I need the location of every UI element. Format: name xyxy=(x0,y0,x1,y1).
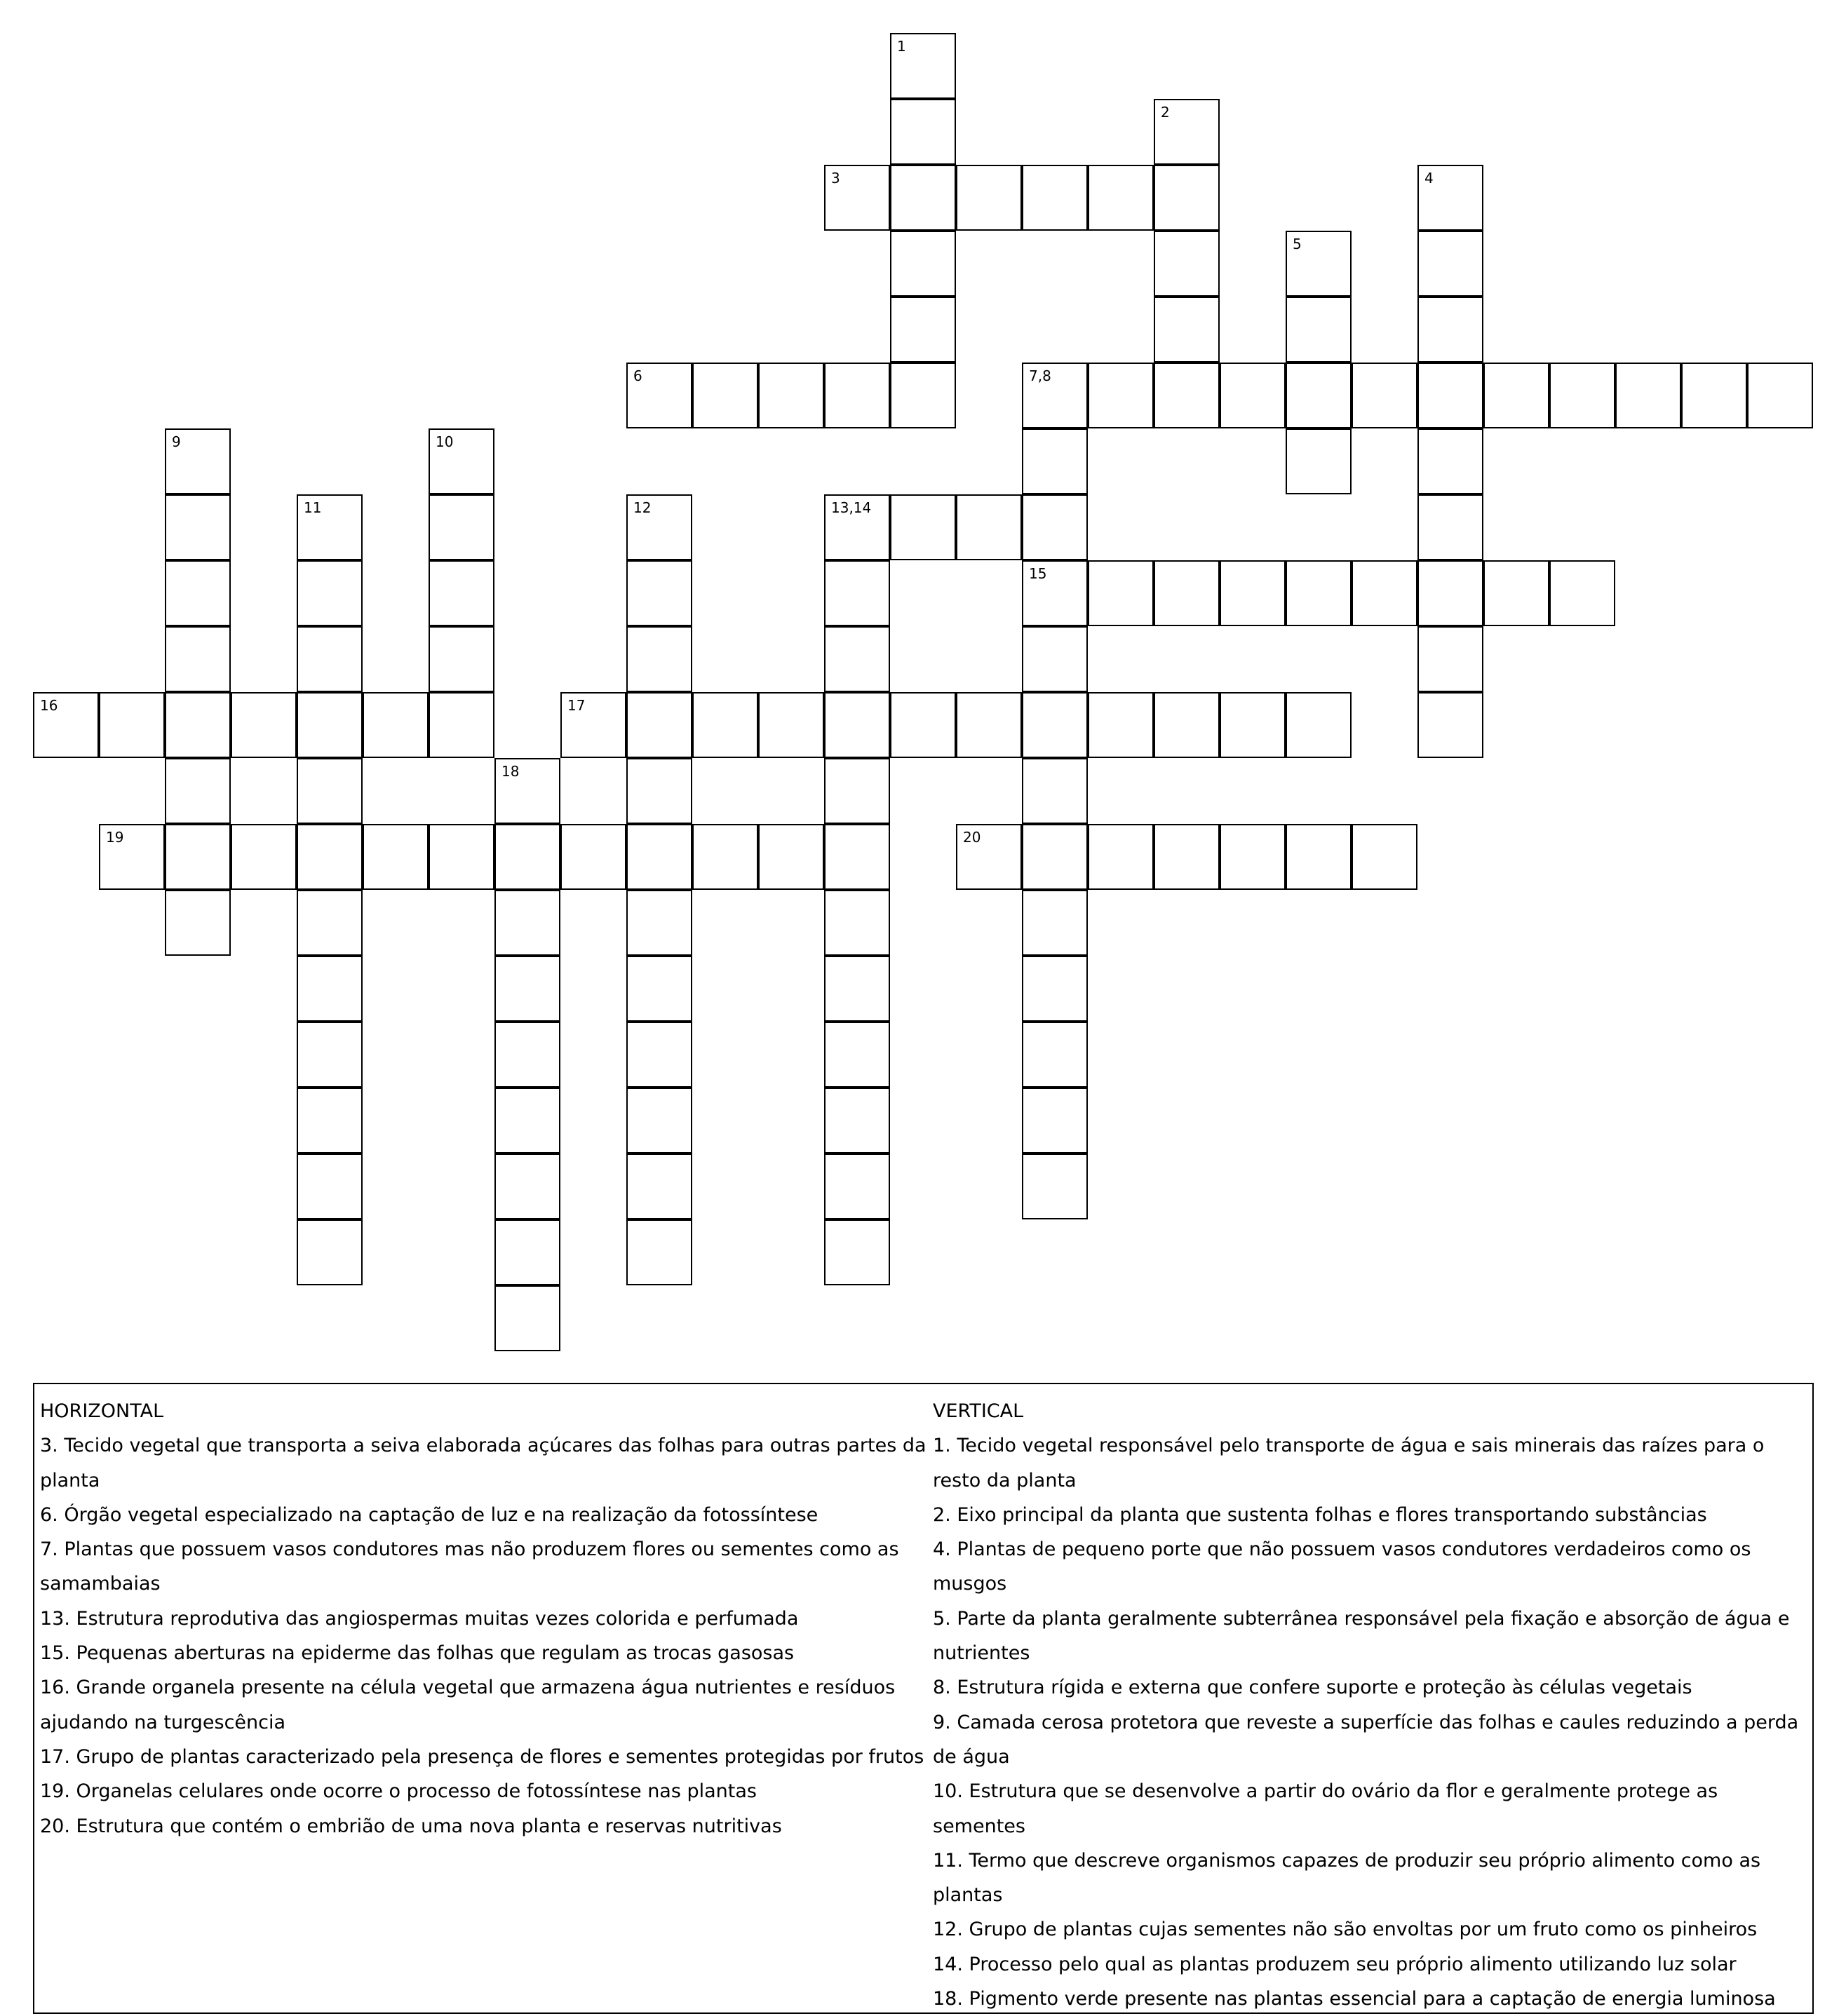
crossword-cell[interactable] xyxy=(692,824,758,890)
clue-number: 16 xyxy=(40,697,58,714)
crossword-cell[interactable] xyxy=(692,692,758,758)
crossword-cell[interactable] xyxy=(1088,363,1154,428)
clue-vertical-1: 1. Tecido vegetal responsável pelo transporte de água e sais minerais das raízes para o resto da planta xyxy=(933,1435,1765,1491)
clue-vertical-12: 12. Grupo de plantas cujas sementes não são envoltas por um fruto como os pinheiros xyxy=(933,1919,1758,1941)
clue-horizontal-6: 6. Órgão vegetal especializado na captação de luz e na realização da fotossíntese xyxy=(40,1503,818,1526)
crossword-cell[interactable] xyxy=(1417,231,1483,297)
crossword-cell[interactable] xyxy=(165,758,231,824)
crossword-cell[interactable] xyxy=(890,33,956,99)
vertical-clues xyxy=(933,1394,1810,2016)
crossword-cell[interactable] xyxy=(165,428,231,494)
crossword-cell[interactable] xyxy=(824,1088,890,1154)
crossword-cell[interactable] xyxy=(1286,363,1352,428)
crossword-cell[interactable] xyxy=(1483,363,1549,428)
clue-vertical-5: 5. Parte da planta geralmente subterrânea responsável pela fixação e absorção de água e nutrientes xyxy=(933,1607,1790,1665)
clue-number: 1 xyxy=(897,38,906,55)
crossword-cell[interactable] xyxy=(1220,560,1286,626)
clue-horizontal-13: 13. Estrutura reprodutiva das angiospermas muitas vezes colorida e perfumada xyxy=(40,1607,799,1630)
crossword-cell[interactable] xyxy=(494,1022,560,1088)
crossword-cell[interactable] xyxy=(824,363,890,428)
crossword-cell[interactable] xyxy=(1022,165,1088,231)
crossword-cell[interactable] xyxy=(1154,231,1220,297)
crossword-cell[interactable] xyxy=(1022,428,1088,494)
crossword-cell[interactable] xyxy=(692,363,758,428)
crossword-cell[interactable] xyxy=(824,1219,890,1285)
crossword-cell[interactable] xyxy=(1154,560,1220,626)
crossword-cell[interactable] xyxy=(824,890,890,956)
crossword-cell[interactable] xyxy=(494,1219,560,1285)
crossword-cell[interactable] xyxy=(494,1154,560,1219)
clue-number: 6 xyxy=(633,367,642,384)
crossword-cell[interactable] xyxy=(1286,560,1352,626)
crossword-cell[interactable] xyxy=(1154,165,1220,231)
clue-number: 2 xyxy=(1161,104,1170,121)
crossword-cell[interactable] xyxy=(626,363,692,428)
crossword-cell[interactable] xyxy=(626,560,692,626)
clue-number: 9 xyxy=(172,433,181,450)
crossword-cell[interactable] xyxy=(890,363,956,428)
crossword-cell[interactable] xyxy=(429,428,494,494)
crossword-cell[interactable] xyxy=(1154,824,1220,890)
crossword-cell[interactable] xyxy=(297,1022,363,1088)
clue-vertical-2: 2. Eixo principal da planta que sustenta folhas e flores transportando substâncias xyxy=(933,1503,1707,1526)
crossword-cell[interactable] xyxy=(429,692,494,758)
crossword-cell[interactable] xyxy=(824,1022,890,1088)
crossword-cell[interactable] xyxy=(1286,692,1352,758)
crossword-cell[interactable] xyxy=(890,99,956,165)
crossword-cell[interactable] xyxy=(824,1154,890,1219)
crossword-cell[interactable] xyxy=(1154,692,1220,758)
crossword-cell[interactable] xyxy=(165,560,231,626)
crossword-cell[interactable] xyxy=(560,824,626,890)
clue-horizontal-3: 3. Tecido vegetal que transporta a seiva elaborada açúcares das folhas para outras partes da planta xyxy=(40,1435,927,1491)
crossword-cell[interactable] xyxy=(297,890,363,956)
clue-number: 3 xyxy=(831,170,840,187)
crossword-cell[interactable] xyxy=(1022,890,1088,956)
crossword-cell[interactable] xyxy=(1549,363,1615,428)
crossword-cell[interactable] xyxy=(890,494,956,560)
crossword-cell[interactable] xyxy=(1220,363,1286,428)
crossword-cell[interactable] xyxy=(890,297,956,363)
crossword-cell[interactable] xyxy=(297,956,363,1022)
crossword-cell[interactable] xyxy=(297,1154,363,1219)
horizontal-clues xyxy=(40,1394,945,1844)
clue-number: 17 xyxy=(567,697,586,714)
crossword-cell[interactable] xyxy=(1022,1088,1088,1154)
clue-number: 7,8 xyxy=(1029,367,1051,384)
crossword-cell[interactable] xyxy=(429,560,494,626)
clue-horizontal-16: 16. Grande organela presente na célula vegetal que armazena água nutrientes e resíduos ajudando na turgescência xyxy=(40,1677,896,1733)
clue-vertical-18: 18. Pigmento verde presente nas plantas essencial para a captação de energia luminosa xyxy=(933,1988,1776,2010)
crossword-cell[interactable] xyxy=(1022,692,1088,758)
clue-horizontal-15: 15. Pequenas aberturas na epiderme das folhas que regulam as trocas gasosas xyxy=(40,1642,795,1665)
crossword-cell[interactable] xyxy=(1022,758,1088,824)
crossword-cell[interactable] xyxy=(1088,560,1154,626)
crossword-cell[interactable] xyxy=(165,824,231,890)
clue-horizontal-7: 7. Plantas que possuem vasos condutores mas não produzem flores ou sementes como as samambaias xyxy=(40,1538,899,1595)
crossword-cell[interactable] xyxy=(297,692,363,758)
crossword-cell[interactable] xyxy=(1022,560,1088,626)
crossword-cell[interactable] xyxy=(758,363,824,428)
clue-number: 12 xyxy=(633,499,652,516)
crossword-cell[interactable] xyxy=(824,824,890,890)
clue-vertical-11: 11. Termo que descreve organismos capazes de produzir seu próprio alimento como as plantas xyxy=(933,1849,1761,1907)
crossword-cell[interactable] xyxy=(1417,165,1483,231)
crossword-cell[interactable] xyxy=(494,758,560,824)
crossword-cell[interactable] xyxy=(1286,428,1352,494)
clue-vertical-10: 10. Estrutura que se desenvolve a partir do ovário da flor e geralmente protege as sementes xyxy=(933,1780,1718,1837)
crossword-cell[interactable] xyxy=(1681,363,1747,428)
crossword-cell[interactable] xyxy=(758,824,824,890)
crossword-cell[interactable] xyxy=(231,824,297,890)
crossword-cell[interactable] xyxy=(1088,824,1154,890)
crossword-cell[interactable] xyxy=(297,626,363,692)
crossword-cell[interactable] xyxy=(626,758,692,824)
crossword-cell[interactable] xyxy=(824,692,890,758)
crossword-cell[interactable] xyxy=(165,494,231,560)
crossword-cell[interactable] xyxy=(956,165,1022,231)
crossword-cell[interactable] xyxy=(626,1088,692,1154)
clue-number: 18 xyxy=(501,763,520,780)
clue-horizontal-20: 20. Estrutura que contém o embrião de uma nova planta e reservas nutritivas xyxy=(40,1815,782,1837)
crossword-cell[interactable] xyxy=(1615,363,1681,428)
crossword-cell[interactable] xyxy=(1352,824,1417,890)
crossword-cell[interactable] xyxy=(626,626,692,692)
crossword-cell[interactable] xyxy=(1483,560,1549,626)
crossword-cell[interactable] xyxy=(297,1088,363,1154)
clue-horizontal-19: 19. Organelas celulares onde ocorre o processo de fotossíntese nas plantas xyxy=(40,1780,757,1803)
clues-panel xyxy=(33,1383,1814,2014)
crossword-cell[interactable] xyxy=(560,692,626,758)
crossword-cell[interactable] xyxy=(1220,692,1286,758)
crossword-cell[interactable] xyxy=(626,1219,692,1285)
crossword-cell[interactable] xyxy=(1022,494,1088,560)
crossword-cell[interactable] xyxy=(1088,165,1154,231)
crossword-cell[interactable] xyxy=(626,824,692,890)
crossword-cell[interactable] xyxy=(626,1022,692,1088)
crossword-cell[interactable] xyxy=(363,692,429,758)
crossword-cell[interactable] xyxy=(165,890,231,956)
crossword-cell[interactable] xyxy=(1022,1022,1088,1088)
clue-vertical-9: 9. Camada cerosa protetora que reveste a superfície das folhas e caules reduzindo a perda de água xyxy=(933,1711,1799,1768)
crossword-cell[interactable] xyxy=(1352,560,1417,626)
crossword-cell[interactable] xyxy=(165,692,231,758)
crossword-cell[interactable] xyxy=(1022,824,1088,890)
clue-number: 13,14 xyxy=(831,499,872,516)
clue-number: 5 xyxy=(1293,236,1302,252)
crossword-cell[interactable] xyxy=(1022,363,1088,428)
clue-vertical-14: 14. Processo pelo qual as plantas produzem seu próprio alimento utilizando luz solar xyxy=(933,1953,1737,1975)
crossword-cell[interactable] xyxy=(1154,363,1220,428)
crossword-cell[interactable] xyxy=(297,758,363,824)
crossword-cell[interactable] xyxy=(890,165,956,231)
crossword-cell[interactable] xyxy=(231,692,297,758)
crossword-cell[interactable] xyxy=(1022,956,1088,1022)
crossword-cell[interactable] xyxy=(429,824,494,890)
crossword-cell[interactable] xyxy=(1417,626,1483,692)
crossword-cell[interactable] xyxy=(1088,692,1154,758)
crossword-cell[interactable] xyxy=(1352,363,1417,428)
crossword-cell[interactable] xyxy=(1417,560,1483,626)
horizontal-heading: HORIZONTAL xyxy=(40,1400,164,1422)
crossword-cell[interactable] xyxy=(494,890,560,956)
crossword-cell[interactable] xyxy=(1417,297,1483,363)
crossword-cell[interactable] xyxy=(494,956,560,1022)
crossword-cell[interactable] xyxy=(626,1154,692,1219)
crossword-cell[interactable] xyxy=(494,1088,560,1154)
crossword-cell[interactable] xyxy=(1286,231,1352,297)
crossword-cell[interactable] xyxy=(494,824,560,890)
crossword-cell[interactable] xyxy=(626,692,692,758)
crossword-cell[interactable] xyxy=(494,1285,560,1351)
vertical-heading: VERTICAL xyxy=(933,1400,1024,1422)
crossword-cell[interactable] xyxy=(1022,1154,1088,1219)
clue-number: 20 xyxy=(963,829,981,846)
crossword-cell[interactable] xyxy=(956,692,1022,758)
crossword-cell[interactable] xyxy=(890,231,956,297)
clue-number: 11 xyxy=(304,499,322,516)
crossword-cell[interactable] xyxy=(99,692,165,758)
crossword-cell[interactable] xyxy=(297,824,363,890)
crossword-cell[interactable] xyxy=(1286,297,1352,363)
clue-number: 4 xyxy=(1424,170,1434,187)
crossword-cell[interactable] xyxy=(956,494,1022,560)
clue-vertical-4: 4. Plantas de pequeno porte que não possuem vasos condutores verdadeiros como os musgos xyxy=(933,1538,1751,1595)
clue-horizontal-17: 17. Grupo de plantas caracterizado pela presença de flores e sementes protegidas por frutos xyxy=(40,1745,924,1768)
crossword-cell[interactable] xyxy=(33,692,99,758)
crossword-cell[interactable] xyxy=(297,560,363,626)
crossword-cell[interactable] xyxy=(297,1219,363,1285)
crossword-cell[interactable] xyxy=(1747,363,1813,428)
crossword-cell[interactable] xyxy=(1220,824,1286,890)
crossword-cell[interactable] xyxy=(429,626,494,692)
crossword-cell[interactable] xyxy=(758,692,824,758)
crossword-cell[interactable] xyxy=(956,824,1022,890)
clue-number: 10 xyxy=(436,433,454,450)
crossword-cell[interactable] xyxy=(1549,560,1615,626)
crossword-cell[interactable] xyxy=(99,824,165,890)
crossword-cell[interactable] xyxy=(297,494,363,560)
crossword-cell[interactable] xyxy=(824,560,890,626)
crossword-cell[interactable] xyxy=(1286,824,1352,890)
clue-vertical-8: 8. Estrutura rígida e externa que confere suporte e proteção às células vegetais xyxy=(933,1677,1692,1699)
crossword-cell[interactable] xyxy=(890,692,956,758)
crossword-cell[interactable] xyxy=(824,626,890,692)
crossword-cell[interactable] xyxy=(626,956,692,1022)
crossword-cell[interactable] xyxy=(1417,494,1483,560)
clue-number: 19 xyxy=(106,829,124,846)
crossword-cell[interactable] xyxy=(626,494,692,560)
clue-number: 15 xyxy=(1029,565,1047,582)
crossword-cell[interactable] xyxy=(824,956,890,1022)
crossword-cell[interactable] xyxy=(1417,363,1483,428)
crossword-cell[interactable] xyxy=(1417,692,1483,758)
crossword-cell[interactable] xyxy=(1417,428,1483,494)
crossword-cell[interactable] xyxy=(363,824,429,890)
crossword-cell[interactable] xyxy=(429,494,494,560)
crossword-cell[interactable] xyxy=(824,494,890,560)
crossword-cell[interactable] xyxy=(1154,297,1220,363)
crossword-cell[interactable] xyxy=(824,165,890,231)
crossword-cell[interactable] xyxy=(1022,626,1088,692)
crossword-cell[interactable] xyxy=(626,890,692,956)
crossword-cell[interactable] xyxy=(165,626,231,692)
crossword-cell[interactable] xyxy=(824,758,890,824)
crossword-cell[interactable] xyxy=(1154,99,1220,165)
